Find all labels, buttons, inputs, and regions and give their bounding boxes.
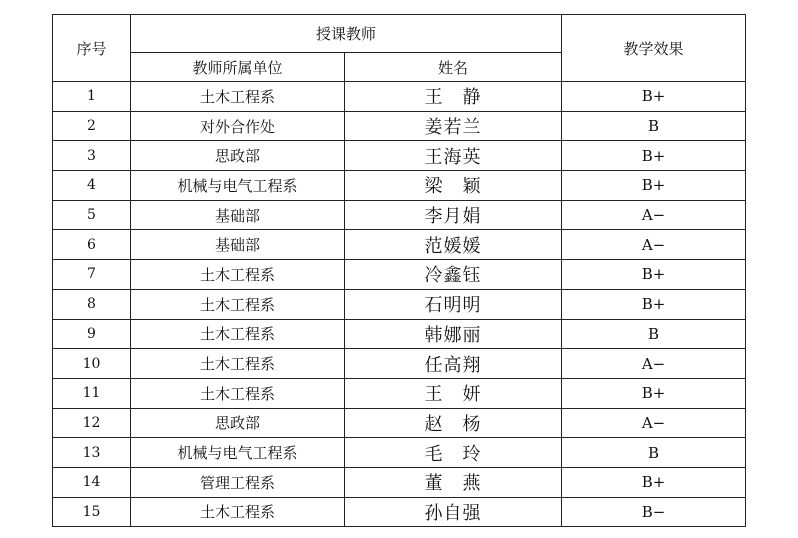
cell-dept: 机械与电气工程系 — [131, 171, 345, 201]
cell-grade: B — [562, 319, 746, 349]
cell-name: 王 妍 — [345, 378, 562, 408]
cell-no: 8 — [53, 289, 131, 319]
cell-dept: 土木工程系 — [131, 260, 345, 290]
cell-name: 毛 玲 — [345, 438, 562, 468]
cell-dept: 思政部 — [131, 408, 345, 438]
cell-grade: B — [562, 111, 746, 141]
cell-grade: B — [562, 438, 746, 468]
table-row — [53, 467, 746, 497]
header-no: 序号 — [53, 15, 131, 82]
table-row — [53, 349, 746, 379]
table-row — [53, 260, 746, 290]
cell-no: 6 — [53, 230, 131, 260]
cell-grade: A− — [562, 408, 746, 438]
cell-dept: 思政部 — [131, 141, 345, 171]
cell-no: 9 — [53, 319, 131, 349]
cell-name: 赵 杨 — [345, 408, 562, 438]
cell-dept: 基础部 — [131, 200, 345, 230]
table-row — [53, 141, 746, 171]
cell-grade: B+ — [562, 378, 746, 408]
cell-grade: A− — [562, 230, 746, 260]
cell-name: 姜若兰 — [345, 111, 562, 141]
table-row — [53, 82, 746, 112]
cell-name: 李月娟 — [345, 200, 562, 230]
cell-name: 石明明 — [345, 289, 562, 319]
cell-no: 14 — [53, 467, 131, 497]
cell-dept: 土木工程系 — [131, 289, 345, 319]
cell-grade: B+ — [562, 289, 746, 319]
cell-no: 12 — [53, 408, 131, 438]
cell-dept: 基础部 — [131, 230, 345, 260]
cell-no: 7 — [53, 260, 131, 290]
cell-grade: B− — [562, 497, 746, 527]
cell-name: 韩娜丽 — [345, 319, 562, 349]
cell-grade: A− — [562, 200, 746, 230]
table-row — [53, 111, 746, 141]
cell-grade: B+ — [562, 141, 746, 171]
cell-name: 范媛媛 — [345, 230, 562, 260]
cell-grade: B+ — [562, 260, 746, 290]
cell-no: 10 — [53, 349, 131, 379]
cell-no: 2 — [53, 111, 131, 141]
cell-name: 王海英 — [345, 141, 562, 171]
cell-dept: 土木工程系 — [131, 82, 345, 112]
cell-grade: B+ — [562, 467, 746, 497]
table-row — [53, 438, 746, 468]
cell-name: 冷鑫钰 — [345, 260, 562, 290]
cell-no: 1 — [53, 82, 131, 112]
cell-grade: A− — [562, 349, 746, 379]
cell-dept: 土木工程系 — [131, 497, 345, 527]
table-row — [53, 408, 746, 438]
cell-name: 任高翔 — [345, 349, 562, 379]
cell-name: 孙自强 — [345, 497, 562, 527]
cell-no: 15 — [53, 497, 131, 527]
table-row — [53, 319, 746, 349]
header-effect: 教学效果 — [562, 15, 746, 82]
cell-name: 王 静 — [345, 82, 562, 112]
table-row — [53, 200, 746, 230]
cell-dept: 对外合作处 — [131, 111, 345, 141]
cell-no: 11 — [53, 378, 131, 408]
cell-name: 董 燕 — [345, 467, 562, 497]
table-row — [53, 378, 746, 408]
cell-no: 4 — [53, 171, 131, 201]
cell-no: 5 — [53, 200, 131, 230]
cell-no: 3 — [53, 141, 131, 171]
cell-name: 梁 颖 — [345, 171, 562, 201]
cell-dept: 土木工程系 — [131, 378, 345, 408]
cell-dept: 机械与电气工程系 — [131, 438, 345, 468]
cell-dept: 土木工程系 — [131, 319, 345, 349]
header-dept: 教师所属单位 — [131, 53, 345, 82]
table-row — [53, 230, 746, 260]
cell-grade: B+ — [562, 171, 746, 201]
cell-no: 13 — [53, 438, 131, 468]
table-row — [53, 289, 746, 319]
cell-dept: 管理工程系 — [131, 467, 345, 497]
table-body — [53, 82, 746, 527]
header-teacher: 授课教师 — [131, 15, 562, 53]
table-row — [53, 171, 746, 201]
teaching-evaluation-table — [52, 14, 746, 527]
table-row — [53, 497, 746, 527]
header-row-top — [53, 15, 746, 53]
cell-grade: B+ — [562, 82, 746, 112]
header-name: 姓名 — [345, 53, 562, 82]
cell-dept: 土木工程系 — [131, 349, 345, 379]
